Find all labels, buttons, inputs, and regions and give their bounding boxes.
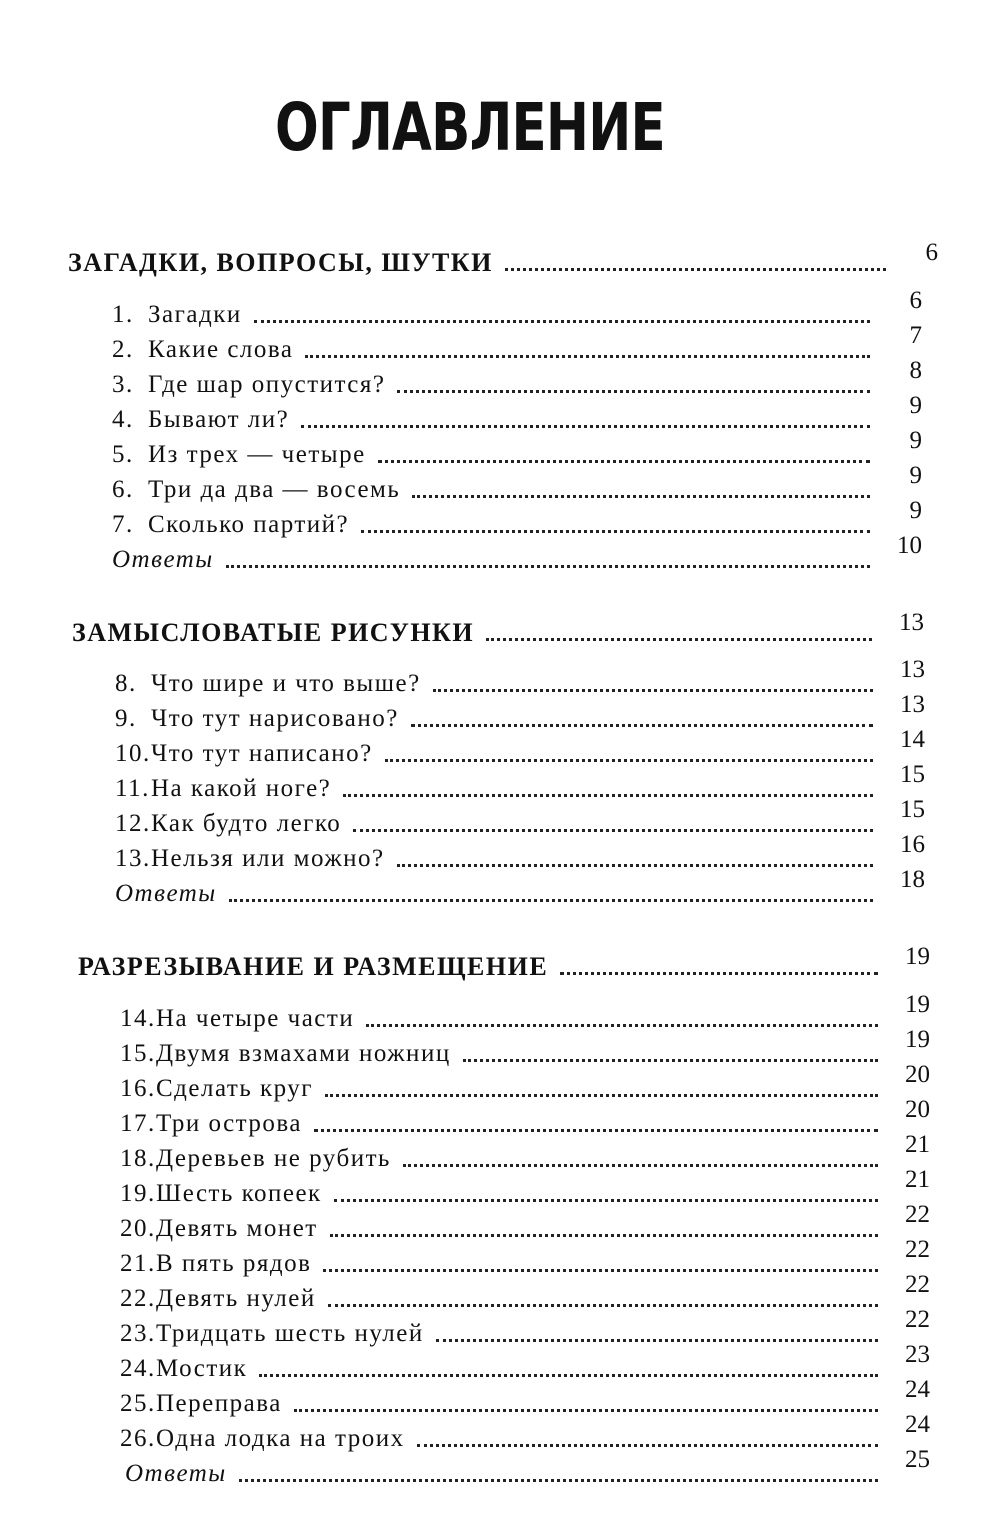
toc-entry[interactable] <box>120 1096 930 1139</box>
entry-label <box>112 300 242 330</box>
dot-leader <box>505 268 886 271</box>
answers-label: Ответы <box>115 880 217 907</box>
entry-number: 3. <box>112 371 134 398</box>
entry-number: 1. <box>112 301 134 328</box>
page-number: 9 <box>909 392 922 419</box>
dot-leader <box>229 899 873 902</box>
toc-entry[interactable] <box>112 392 922 435</box>
page-number: 9 <box>909 427 922 454</box>
toc-entry[interactable] <box>115 656 925 699</box>
page-number: 14 <box>900 726 925 753</box>
entry-number: 11. <box>115 775 150 802</box>
entry-number: 15. <box>120 1040 156 1067</box>
entry-number: 10. <box>115 740 151 767</box>
answers-label: Ответы <box>112 546 214 573</box>
dot-leader <box>397 390 870 393</box>
toc-section-heading[interactable] <box>72 609 924 648</box>
section-heading-label: ЗАМЫСЛОВАТЫЕ РИСУНКИ <box>72 618 475 647</box>
entry-title: Три да два — восемь <box>148 476 401 503</box>
entry-label <box>115 704 399 734</box>
toc-entry[interactable] <box>120 1306 930 1349</box>
answers-label: Ответы <box>125 1460 227 1487</box>
toc-entry[interactable] <box>120 1376 930 1419</box>
entry-number: 24. <box>120 1355 156 1382</box>
dot-leader <box>330 1234 878 1237</box>
dot-leader <box>361 530 870 533</box>
entry-number: 7. <box>112 511 134 538</box>
entry-title: Что тут нарисовано? <box>151 705 399 732</box>
dot-leader <box>433 689 873 692</box>
entry-title: Девять монет <box>156 1215 318 1242</box>
page-number: 23 <box>905 1341 930 1368</box>
toc-entry[interactable] <box>115 691 925 734</box>
page-number: 21 <box>905 1131 930 1158</box>
entry-number: 6. <box>112 476 134 503</box>
dot-leader <box>417 1444 878 1447</box>
entry-title: Что шире и что выше? <box>151 670 421 697</box>
dot-leader <box>305 355 870 358</box>
page-number: 24 <box>905 1411 930 1438</box>
entry-label <box>115 739 373 769</box>
dot-leader <box>325 1094 878 1097</box>
entry-label <box>120 1284 316 1314</box>
entry-title: На четыре части <box>156 1005 355 1032</box>
dot-leader <box>385 759 873 762</box>
entry-title: Какие слова <box>148 336 294 363</box>
toc-entry[interactable] <box>115 761 925 804</box>
entry-label <box>120 1249 311 1279</box>
entry-title: Что тут написано? <box>151 740 373 767</box>
toc-answers-entry[interactable] <box>125 1446 930 1489</box>
toc-entry[interactable] <box>112 427 922 470</box>
dot-leader <box>411 724 873 727</box>
entry-title: Бывают ли? <box>148 406 290 433</box>
entry-number: 23. <box>120 1320 156 1347</box>
page-number: 21 <box>905 1166 930 1193</box>
entry-label <box>120 1074 313 1104</box>
toc-entry[interactable] <box>120 1236 930 1279</box>
toc-entry[interactable] <box>120 1271 930 1314</box>
entry-title: Мостик <box>156 1355 248 1382</box>
entry-title: Переправа <box>156 1390 282 1417</box>
entry-label <box>120 1039 451 1069</box>
toc-section-heading[interactable] <box>68 239 938 278</box>
dot-leader <box>323 1269 878 1272</box>
page-number: 13 <box>900 691 925 718</box>
entry-title: В пять рядов <box>156 1250 312 1277</box>
toc-entry[interactable] <box>112 462 922 505</box>
page-number: 16 <box>900 831 925 858</box>
dot-leader <box>334 1199 878 1202</box>
page-number: 20 <box>905 1096 930 1123</box>
entry-label <box>115 844 385 874</box>
dot-leader <box>403 1164 878 1167</box>
page-number: 15 <box>900 796 925 823</box>
entry-label <box>112 475 400 505</box>
entry-number: 25. <box>120 1390 156 1417</box>
page-number: 19 <box>905 1026 930 1053</box>
toc-entry[interactable] <box>112 497 922 540</box>
dot-leader <box>343 794 873 797</box>
toc-answers-entry[interactable] <box>115 866 925 909</box>
entry-label <box>120 1179 322 1209</box>
page-number: 20 <box>905 1061 930 1088</box>
page-number: 22 <box>905 1201 930 1228</box>
toc-entry[interactable] <box>120 1061 930 1104</box>
page-number: 7 <box>909 322 922 349</box>
section-heading-label: РАЗРЕЗЫВАНИЕ И РАЗМЕЩЕНИЕ <box>78 952 549 981</box>
toc-entry[interactable] <box>120 1341 930 1384</box>
entry-label <box>112 510 349 540</box>
toc-section-heading[interactable] <box>78 943 930 982</box>
entry-title: На какой ноге? <box>151 775 332 802</box>
entry-number: 17. <box>120 1110 156 1137</box>
dot-leader <box>436 1339 878 1342</box>
entry-label <box>120 1424 405 1454</box>
entry-title: Деревьев не рубить <box>156 1145 391 1172</box>
entry-number: 5. <box>112 441 134 468</box>
dot-leader <box>259 1374 878 1377</box>
page-number: 25 <box>905 1446 930 1473</box>
entry-number: 13. <box>115 845 151 872</box>
entry-title: Три острова <box>156 1110 302 1137</box>
entry-number: 2. <box>112 336 134 363</box>
entry-title: Сделать круг <box>156 1075 314 1102</box>
page-number: 19 <box>905 943 930 970</box>
dot-leader <box>254 320 870 323</box>
entry-number: 14. <box>120 1005 156 1032</box>
entry-number: 21. <box>120 1250 156 1277</box>
dot-leader <box>314 1129 878 1132</box>
page-number: 13 <box>899 609 924 636</box>
toc-entry[interactable] <box>120 1131 930 1174</box>
entry-label <box>120 1354 247 1384</box>
entry-label <box>120 1214 318 1244</box>
page-number: 15 <box>900 761 925 788</box>
dot-leader <box>328 1304 878 1307</box>
page-number: 22 <box>905 1271 930 1298</box>
entry-title: Одна лодка на троих <box>156 1425 405 1452</box>
dot-leader <box>301 425 870 428</box>
toc-entry[interactable] <box>112 287 922 330</box>
entry-label <box>112 335 293 365</box>
entry-title: Загадки <box>148 301 242 328</box>
section-heading-label: ЗАГАДКИ, ВОПРОСЫ, ШУТКИ <box>68 248 493 277</box>
dot-leader <box>366 1024 878 1027</box>
entry-number: 9. <box>115 705 137 732</box>
toc-entry[interactable] <box>120 1411 930 1454</box>
entry-number: 12. <box>115 810 151 837</box>
page-number: 22 <box>905 1306 930 1333</box>
dot-leader <box>378 460 870 463</box>
toc-entry[interactable] <box>120 991 930 1034</box>
entry-label <box>120 1319 424 1349</box>
entry-number: 19. <box>120 1180 156 1207</box>
page-number: 6 <box>909 287 922 314</box>
entry-label <box>115 809 341 839</box>
page-number: 18 <box>900 866 925 893</box>
dot-leader <box>560 972 878 975</box>
page-number: 9 <box>909 462 922 489</box>
entry-title: Из трех — четыре <box>148 441 366 468</box>
dot-leader <box>226 565 870 568</box>
page-number: 24 <box>905 1376 930 1403</box>
entry-number: 22. <box>120 1285 156 1312</box>
dot-leader <box>353 829 873 832</box>
toc-entry[interactable] <box>115 831 925 874</box>
page-number: 22 <box>905 1236 930 1263</box>
entry-number: 8. <box>115 670 137 697</box>
page-number: 6 <box>925 239 938 266</box>
toc-entry[interactable] <box>120 1026 930 1069</box>
page-number: 9 <box>909 497 922 524</box>
entry-number: 4. <box>112 406 134 433</box>
entry-label <box>115 669 421 699</box>
page-number: 10 <box>897 532 922 559</box>
entry-number: 16. <box>120 1075 156 1102</box>
page-title: ОГЛАВЛЕНИЕ <box>275 89 665 166</box>
entry-title: Где шар опустится? <box>148 371 386 398</box>
toc-entry[interactable] <box>115 796 925 839</box>
entry-label <box>115 774 331 804</box>
toc-entry[interactable] <box>112 357 922 400</box>
entry-title: Тридцать шесть нулей <box>156 1320 424 1347</box>
page-number: 19 <box>905 991 930 1018</box>
entry-title: Нельзя или можно? <box>151 845 385 872</box>
entry-title: Как будто легко <box>151 810 342 837</box>
entry-title: Девять нулей <box>156 1285 316 1312</box>
entry-number: 18. <box>120 1145 156 1172</box>
toc-entry[interactable] <box>120 1166 930 1209</box>
entry-label <box>120 1004 354 1034</box>
dot-leader <box>486 638 872 641</box>
entry-label <box>112 405 289 435</box>
toc-entry[interactable] <box>120 1201 930 1244</box>
dot-leader <box>239 1479 878 1482</box>
entry-label <box>112 370 385 400</box>
entry-label <box>120 1144 391 1174</box>
entry-title: Шесть копеек <box>156 1180 322 1207</box>
entry-label <box>120 1389 282 1419</box>
page-number: 13 <box>900 656 925 683</box>
dot-leader <box>397 864 873 867</box>
dot-leader <box>412 495 870 498</box>
toc-answers-entry[interactable] <box>112 532 922 575</box>
toc-entry[interactable] <box>115 726 925 769</box>
toc-entry[interactable] <box>112 322 922 365</box>
dot-leader <box>463 1059 878 1062</box>
entry-title: Сколько партий? <box>148 511 350 538</box>
entry-number: 26. <box>120 1425 156 1452</box>
entry-title: Двумя взмахами ножниц <box>156 1040 451 1067</box>
page-number: 8 <box>909 357 922 384</box>
entry-label <box>112 440 366 470</box>
entry-label <box>120 1109 302 1139</box>
dot-leader <box>294 1409 878 1412</box>
entry-number: 20. <box>120 1215 156 1242</box>
